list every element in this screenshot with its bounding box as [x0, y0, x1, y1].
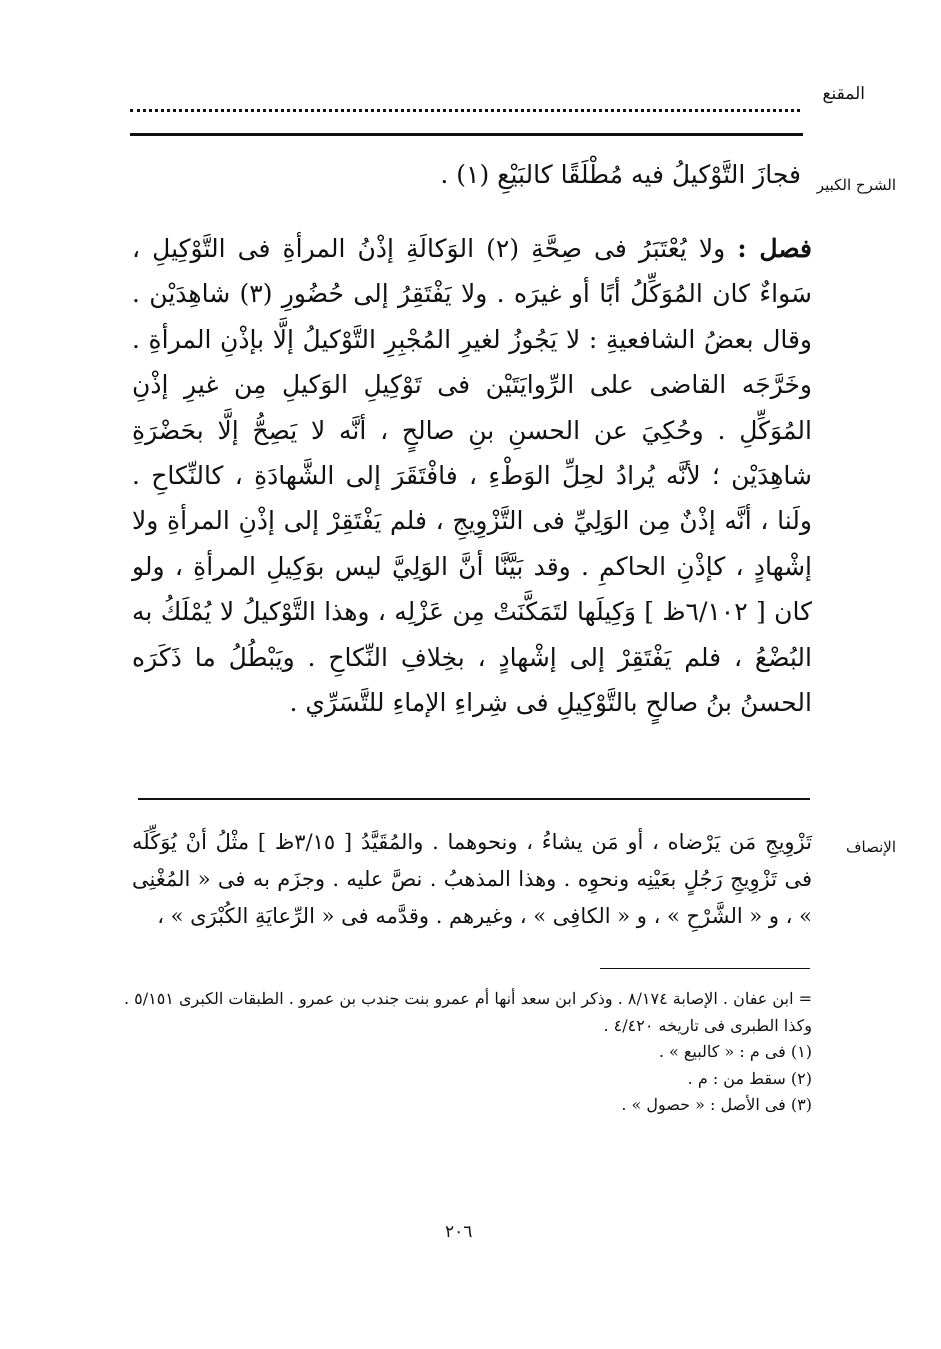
- fasl-label: فصل :: [737, 234, 812, 263]
- footnotes: [123, 986, 812, 1119]
- footnote-3: (٣) فى الأصل : « حصول » .: [621, 1095, 812, 1114]
- header-dotted-rule: [130, 97, 800, 112]
- fasl-paragraph: [132, 226, 812, 725]
- page-number: ٢٠٦: [445, 1222, 473, 1242]
- footnote-2: (٢) سقط من : م .: [687, 1068, 812, 1088]
- footnote-continuation-1: = ابن عفان . الإصابة ٨/١٧٤ . وذكر ابن سعد أنها أم عمرو بنت جندب بن عمرو . الطبقات الكبرى ٥/١٥١ .: [123, 989, 812, 1008]
- lead-line: فجازَ التَّوْكيلُ فيه مُطْلَقًا كالبَيْعِ (١) .: [440, 160, 801, 189]
- section-divider: [138, 798, 810, 800]
- footnote-rule: [600, 968, 810, 969]
- insaf-paragraph: تَزْوِيجِ مَن يَرْضاه ، أو مَن يشاءُ ، ونحوهما . والمُقَيَّدُ [ ٣/١٥ظ ] مثْلُ أنْ يُوَكِّلَه فى تَزْوِيجِ رَجُلٍ بعَيْنِه ونحوِه . وهذا المذهبُ . نصَّ عليه . وجزَم به فى « المُغْنِى » ، و « الشَّرْحِ » ، و « الكافِى » ، وغيرهم . وقدَّمه فى « الرِّعايَةِ الكُبْرَى » ،: [132, 830, 812, 928]
- fasl-text: ولا يُعْتَبَرُ فى صِحَّةِ (٢) الوَكالَةِ إذْنُ المرأةِ فى التَّوْكِيلِ ، سَواءٌ كان المُوَكِّلُ أبًا أو غيرَه . ولا يَفْتَقِرُ إلى حُضُورِ (٣) شاهِدَيْن . وقال بعضُ الشافعيةِ : لا يَجُوزُ لغيرِ المُجْبِرِ التَّوْكيلُ إلَّا بإذْنِ المرأةِ . وخَرَّجَه القاضى على الرِّوايَتَيْن فى تَوْكِيلِ الوَكيلِ مِن غيرِ إذْنِ المُوَكِّلِ . وحُكِيَ عن الحسنِ بنِ صالحٍ ، أنَّه لا يَصِحُّ إلَّا بحَضْرَةِ شاهِدَيْن ؛ لأنَّه يُرادُ لحِلِّ الوَطْءِ ، فافْتَقَرَ إلى الشَّهادَةِ ، كالنِّكاحِ . ولَنا ، أنَّه إذْنٌ مِن الوَلِيِّ فى التَّزْوِيجِ ، فلم يَفْتَقِرْ إلى إذْنِ المرأةِ ولا إشْهادٍ ، كإذْنِ الحاكمِ . وقد بَيَّنَّا أنَّ الوَلِيَّ ليس بوَكِيلِ المرأةِ ، ولو كان [ ٦/١٠٢ظ ] وَكِيلَها لتَمَكَّنَتْ مِن عَزْلِه ، وهذا التَّوْكيلُ لا يُمْلَكُ به البُضْعُ ، فلم يَفْتَقِرْ إلى إشْهادٍ ، بخِلافِ النِّكاحِ . ويَبْطُلُ ما ذَكَرَه الحسنُ بنُ صالحٍ بالتَّوْكِيلِ فى شِراءِ الإماءِ للتَّسَرِّي .: [132, 234, 812, 718]
- insaf-section-label: الإنصاف: [845, 838, 896, 856]
- book-title: المقنع: [822, 84, 865, 104]
- footnote-1: (١) فى م : « كالبيع » .: [658, 1042, 812, 1061]
- sharh-section-label: الشرح الكبير: [816, 176, 896, 194]
- footnote-continuation-2: وكذا الطبرى فى تاريخه ٤/٤٢٠ .: [603, 1015, 812, 1035]
- header-solid-rule: [130, 133, 803, 136]
